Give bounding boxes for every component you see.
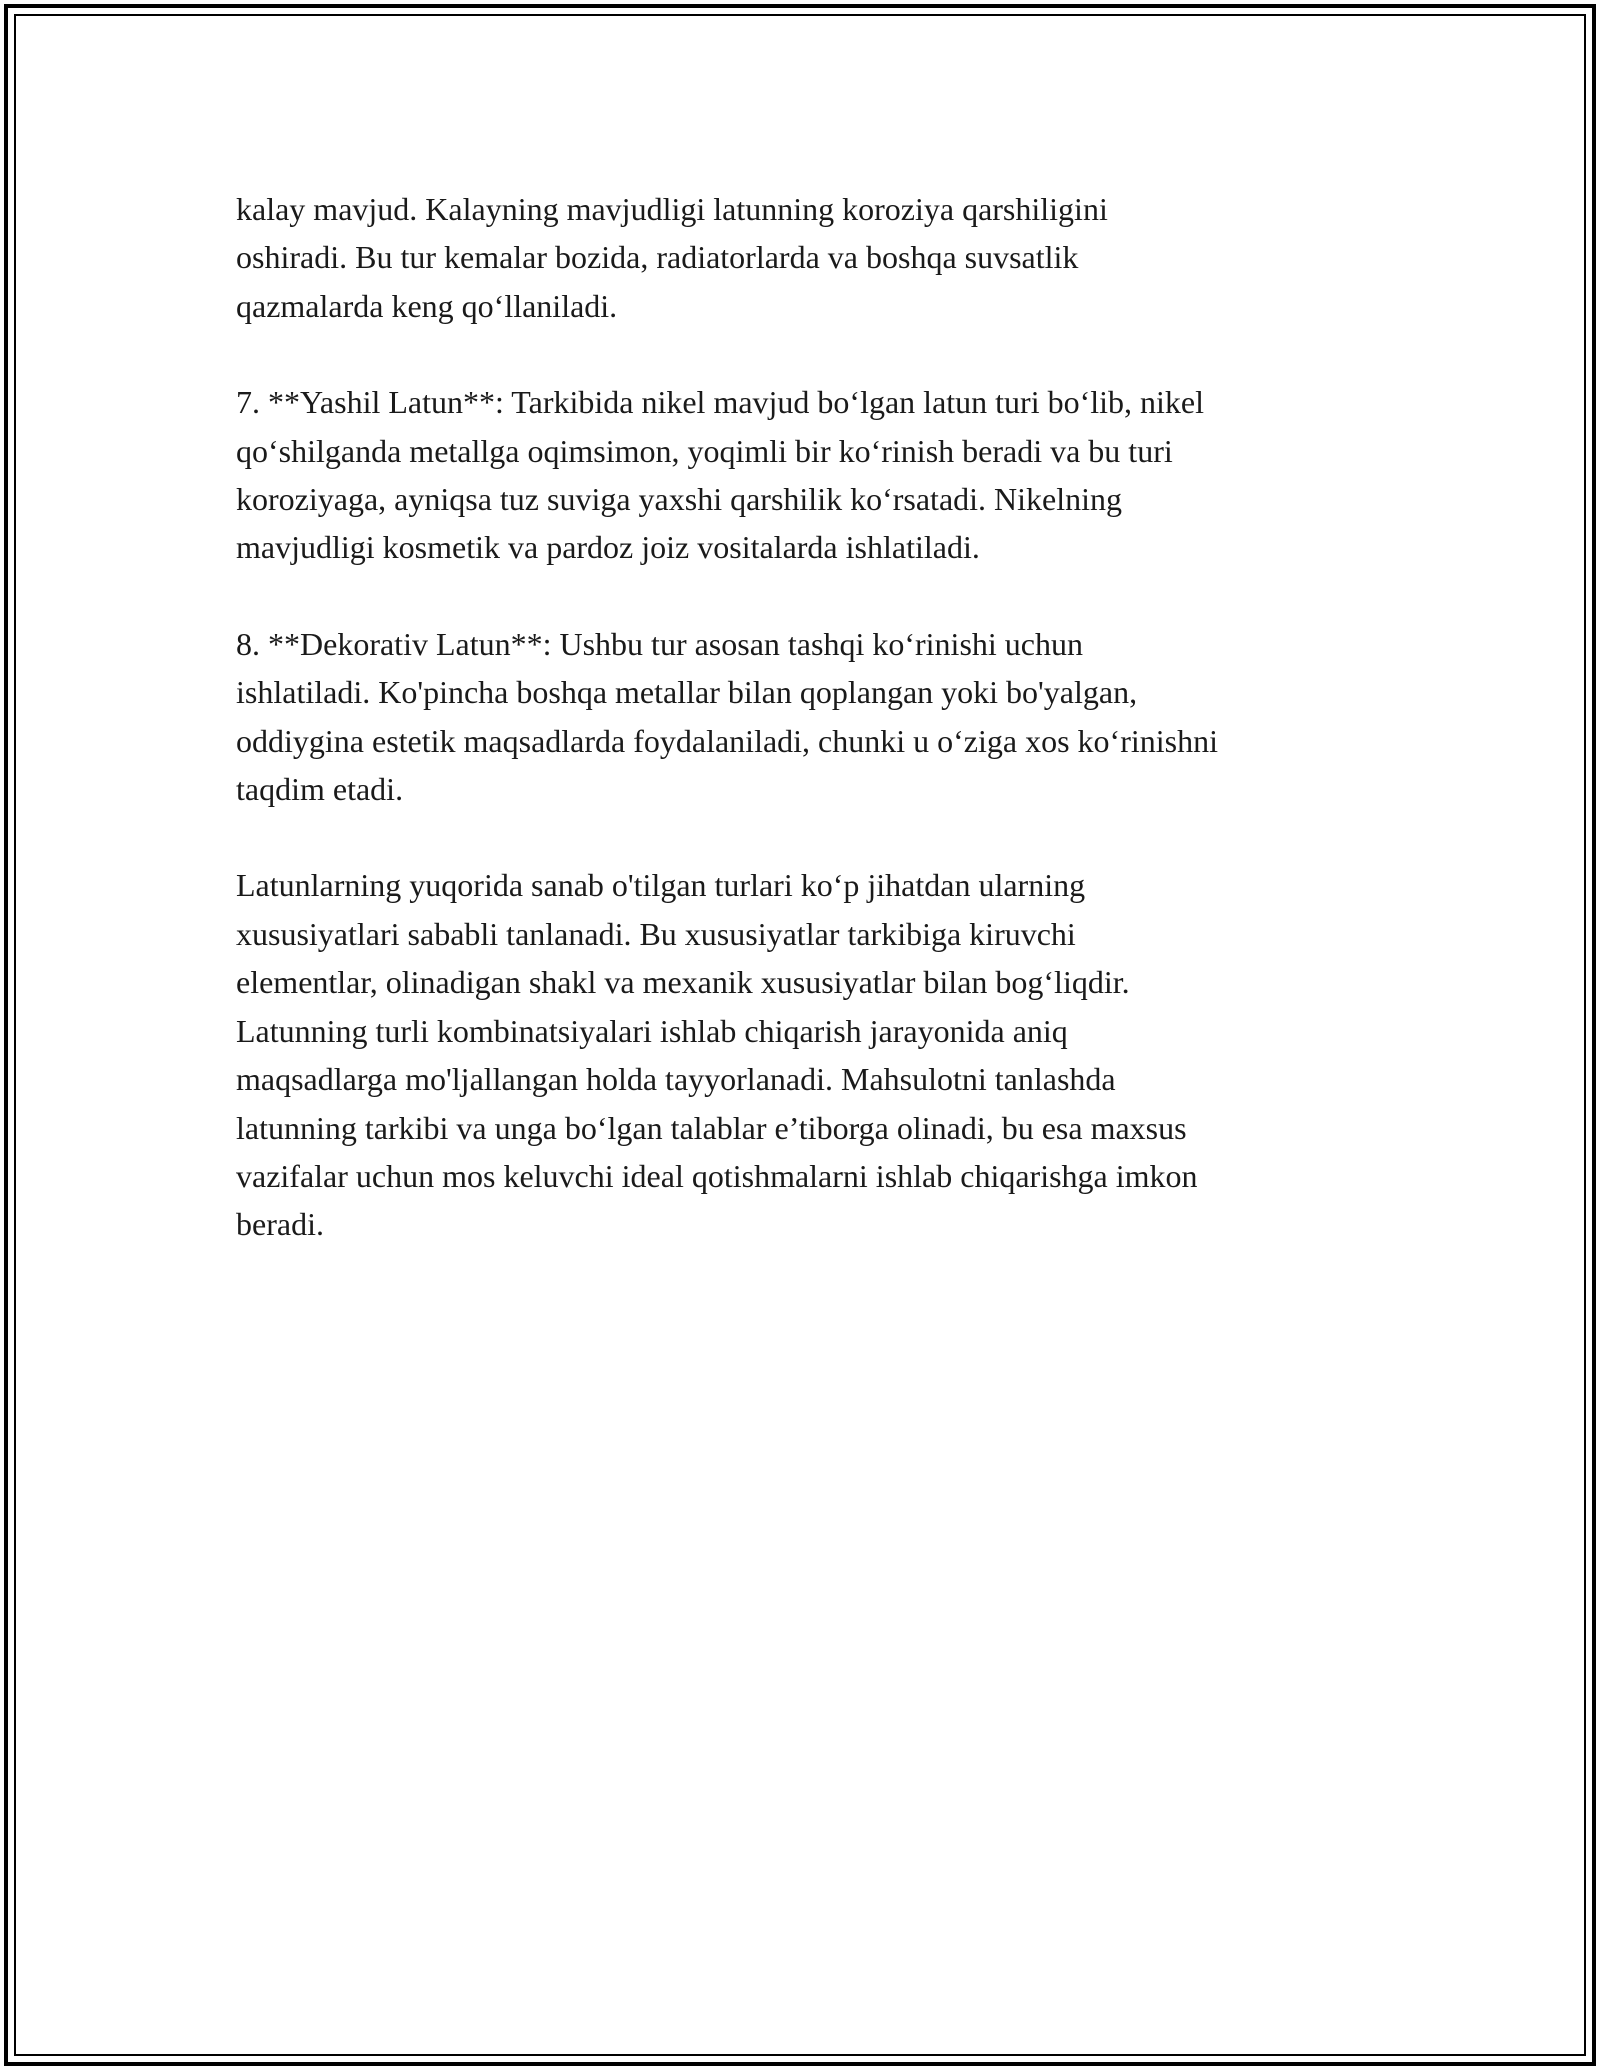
paragraph-yashil-latun: 7. **Yashil Latun**: Tarkibida nikel mavjud bo‘lgan latun turi bo‘lib, nikel qo‘shilganda metallga oqimsimon, yoqimli bir ko‘rinish beradi va bu turi koroziyaga, ayniqsa tuz suviga yaxshi qarshilik ko‘rsatadi. Nikelning mavjudligi kosmetik va pardoz joiz vositalarda ishlatiladi. bbox=[236, 384, 1205, 566]
document-body bbox=[236, 185, 1376, 1297]
paragraph-dekorativ-latun: 8. **Dekorativ Latun**: Ushbu tur asosan tashqi ko‘rinishi uchun ishlatiladi. Ko'pincha boshqa metallar bilan qoplangan yoki bo'yalgan, oddiygina estetik maqsadlarda foydalaniladi, chunki u o‘ziga xos ko‘rinishni taqdim etadi. bbox=[236, 625, 1218, 808]
paragraph-kalay-continuation: kalay mavjud. Kalayning mavjudligi latunning koroziya qarshiligini oshiradi. Bu tur kemalar bozida, radiatorlarda va boshqa suvsatlik qazmalarda keng qo‘llaniladi. bbox=[236, 191, 1108, 324]
paragraph-conclusion: Latunlarning yuqorida sanab o'tilgan turlari ko‘p jihatdan ularning xususiyatlari sababli tanlanadi. Bu xususiyatlar tarkibiga kiruvchi elementlar, olinadigan shakl va mexanik xususiyatlar bilan bog‘liqdir. Latunning turli kombinatsiyalari ishlab chiqarish jarayonida aniq maqsadlarga mo'ljallangan holda tayyorlanadi. Mahsulotni tanlashda latunning tarkibi va unga bo‘lgan talablar e’tiborga olinadi, bu esa maxsus vazifalar uchun mos keluvchi ideal qotishmalarni ishlab chiqarishga imkon beradi. bbox=[236, 867, 1198, 1243]
